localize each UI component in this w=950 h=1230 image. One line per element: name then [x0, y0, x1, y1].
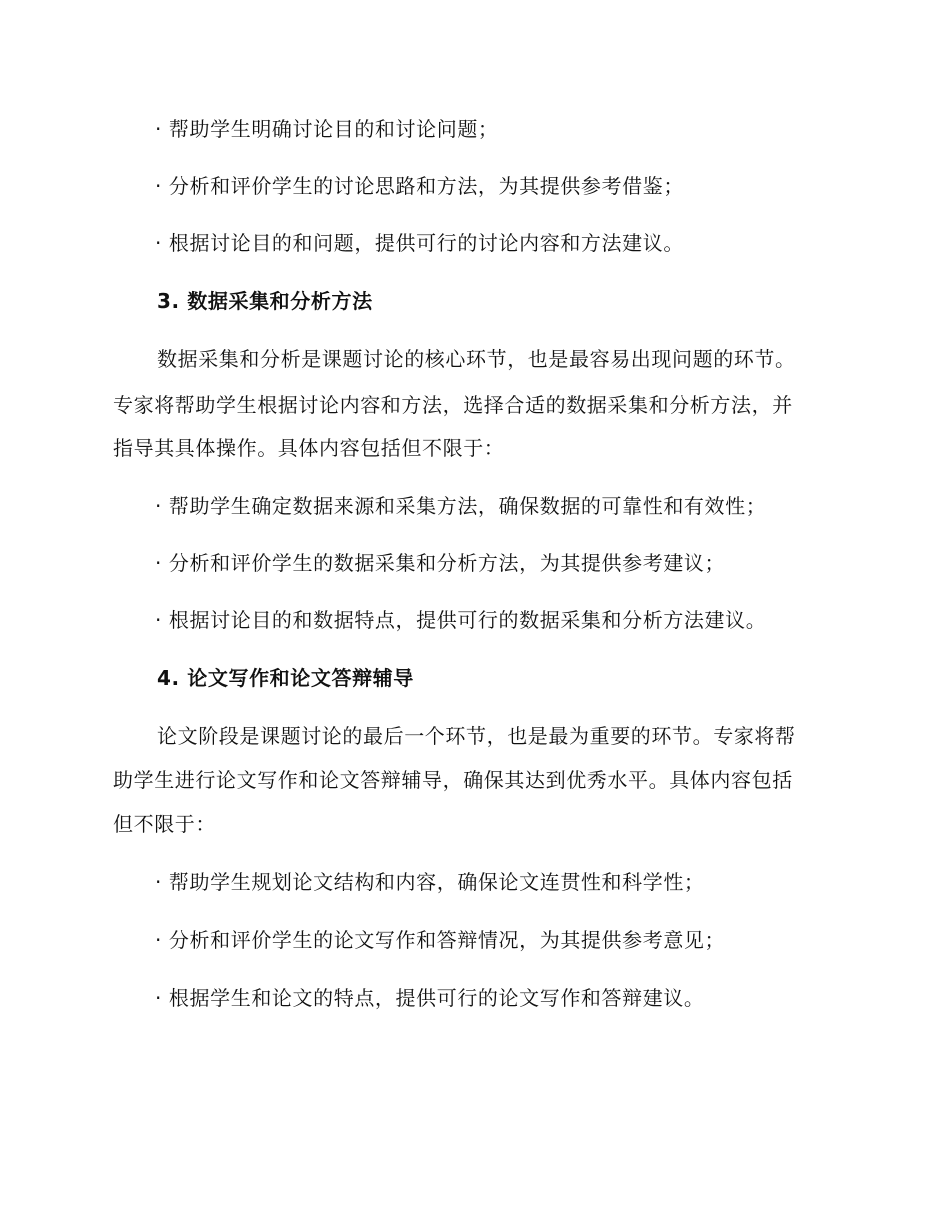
list-item: · 分析和评价学生的讨论思路和方法，为其提供参考借鉴；	[155, 174, 684, 198]
paragraph-line: 助学生进行论文写作和论文答辩辅导，确保其达到优秀水平。具体内容包括	[113, 768, 793, 792]
paragraph-line: 但不限于：	[113, 812, 216, 836]
list-item: · 分析和评价学生的数据采集和分析方法，为其提供参考建议；	[155, 551, 726, 575]
paragraph-line: 指导其具体操作。具体内容包括但不限于：	[113, 436, 505, 460]
list-item: · 根据讨论目的和问题，提供可行的讨论内容和方法建议。	[155, 231, 684, 255]
paragraph-line: 论文阶段是课题讨论的最后一个环节，也是最为重要的环节。专家将帮	[157, 724, 796, 748]
list-item: · 帮助学生明确讨论目的和讨论问题；	[155, 117, 499, 141]
section-heading: 3. 数据采集和分析方法	[157, 289, 373, 313]
section-heading: 4. 论文写作和论文答辩辅导	[157, 666, 414, 690]
list-item: · 分析和评价学生的论文写作和答辩情况，为其提供参考意见；	[155, 928, 726, 952]
list-item: · 根据学生和论文的特点，提供可行的论文写作和答辩建议。	[155, 986, 705, 1010]
list-item: · 帮助学生规划论文结构和内容，确保论文连贯性和科学性；	[155, 870, 705, 894]
paragraph-line: 专家将帮助学生根据讨论内容和方法，选择合适的数据采集和分析方法，并	[113, 393, 793, 417]
list-item: · 根据讨论目的和数据特点，提供可行的数据采集和分析方法建议。	[155, 608, 767, 632]
paragraph-line: 数据采集和分析是课题讨论的核心环节，也是最容易出现问题的环节。	[157, 347, 796, 371]
list-item: · 帮助学生确定数据来源和采集方法，确保数据的可靠性和有效性；	[155, 494, 767, 518]
